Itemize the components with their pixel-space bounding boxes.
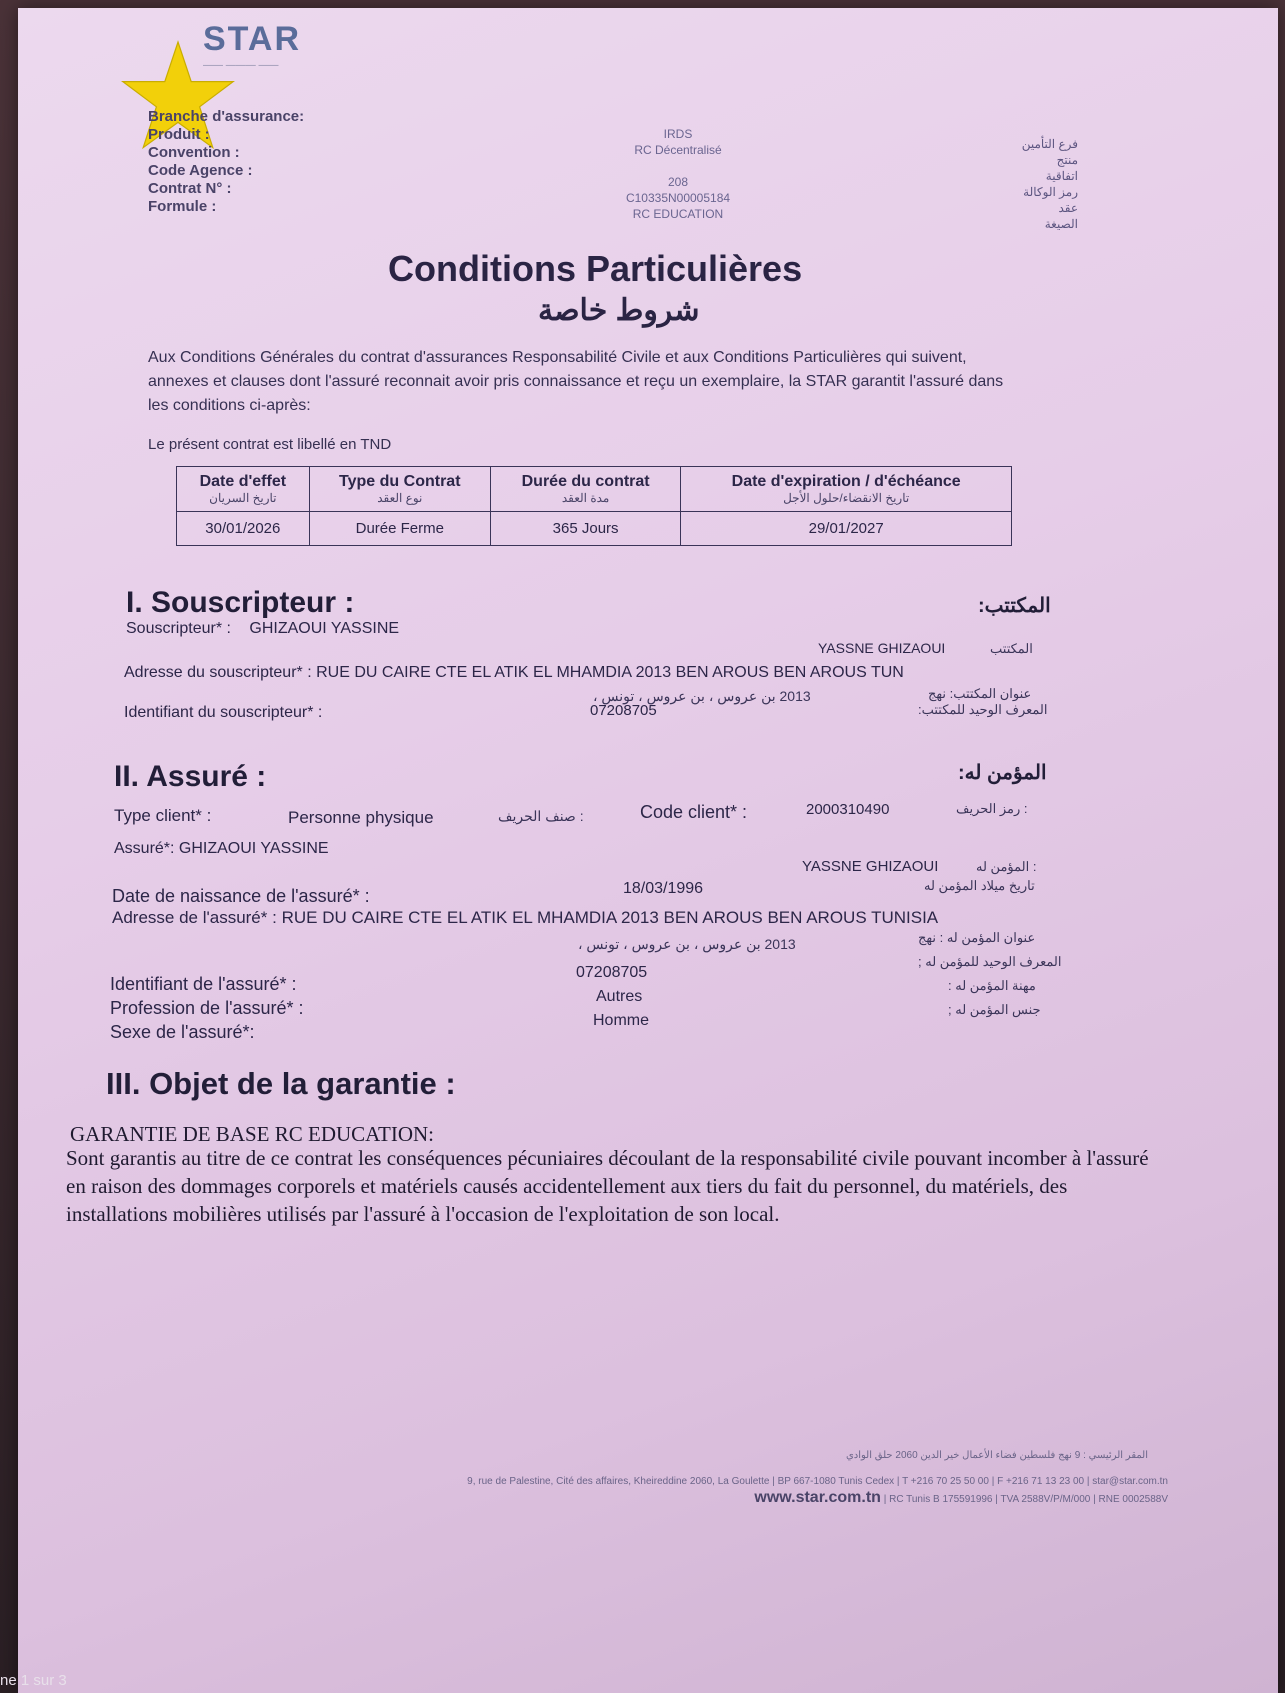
assure-code-label: Code client* : xyxy=(640,802,748,822)
section-souscripteur-title-ar: المكتتب: xyxy=(978,595,1051,617)
cell-type-contrat: Durée Ferme xyxy=(309,512,490,546)
col-label-ar: تاريخ الانقضاء/حلول الأجل xyxy=(783,491,910,505)
section-assure-title-ar: المؤمن له: xyxy=(958,762,1047,784)
section-assure-title: II. Assuré : xyxy=(114,760,267,793)
value-branche: IRDS xyxy=(663,127,693,141)
footer-registry: | RC Tunis B 175591996 | TVA 2588V/P/M/000 | RNE 0002588V xyxy=(883,1494,1168,1505)
assure-address-label: Adresse de l'assuré* : xyxy=(112,908,277,927)
col-type-contrat xyxy=(309,467,490,512)
table-row xyxy=(177,512,1012,546)
assure-type-ar-label: : صنف الحريف xyxy=(498,808,584,824)
col-date-expiration xyxy=(681,467,1012,512)
assure-name-alt: YASSNE GHIZAOUI xyxy=(802,858,939,875)
col-date-effet xyxy=(177,467,310,512)
garantie-text: Sont garantis au titre de ce contrat les conséquences pécuniaires découlant de la responsabilité civile pouvant incomber à l'assuré en raison des dommages corporels et matériels causés accidentellement aux tiers du fait du personnel, du matériels, des installations mobilières utilisés par l'assuré à l'occasion de l'exploitation de son local. xyxy=(66,1146,1149,1226)
assure-birth-label: Date de naissance de l'assuré* : xyxy=(112,886,370,906)
label-convention: Convention : xyxy=(148,144,240,161)
assure-address: RUE DU CAIRE CTE EL ATIK EL MHAMDIA 2013 BEN AROUS BEN AROUS TUNISIA xyxy=(281,908,939,927)
page-title-arabic: شروط خاصة xyxy=(538,294,700,327)
label-ar-branche: فرع التأمين xyxy=(1021,137,1078,151)
souscripteur-address-row xyxy=(124,664,904,682)
garantie-subtitle: GARANTIE DE BASE RC EDUCATION: xyxy=(70,1122,434,1146)
assure-profession: Autres xyxy=(596,988,643,1005)
col-label: Date d'effet xyxy=(199,473,287,490)
footer-web-line xyxy=(108,1489,1168,1507)
label-code-agence: Code Agence : xyxy=(148,162,253,179)
value-contrat: C10335N00005184 xyxy=(625,191,731,205)
souscripteur-address-label: Adresse du souscripteur* : xyxy=(124,664,312,681)
assure-id-label: Identifiant de l'assuré* : xyxy=(110,974,297,994)
footer-website: www.star.com.tn xyxy=(754,1489,881,1506)
document-page xyxy=(18,8,1278,1693)
page-title: Conditions Particulières xyxy=(388,248,803,289)
assure-birth: 18/03/1996 xyxy=(623,880,704,897)
table-header-row xyxy=(177,467,1012,512)
souscripteur-name-label: Souscripteur* : xyxy=(126,620,231,637)
value-formule: RC EDUCATION xyxy=(632,207,724,221)
col-label: Type du Contrat xyxy=(339,473,461,490)
label-formule: Formule : xyxy=(148,198,217,215)
souscripteur-address-ar: 2013 بن عروس ، بن عروس ، تونس ، xyxy=(593,688,811,704)
label-ar-produit: منتج xyxy=(1056,153,1078,167)
cell-date-effet: 30/01/2026 xyxy=(177,512,310,546)
souscripteur-name-row xyxy=(126,620,399,638)
assure-code-ar-label: : رمز الحريف xyxy=(956,801,1028,816)
col-label: Date d'expiration / d'échéance xyxy=(731,473,961,490)
assure-type: Personne physique xyxy=(288,808,434,827)
souscripteur-name-ar-label: المكتتب xyxy=(990,641,1033,656)
contract-dates-table xyxy=(176,466,1012,546)
page-number: ne 1 sur 3 xyxy=(0,1672,67,1689)
assure-profession-label: Profession de l'assuré* : xyxy=(110,998,304,1018)
col-label-ar: مدة العقد xyxy=(561,491,610,505)
company-logo-text: STAR xyxy=(203,20,302,58)
section-souscripteur-title: I. Souscripteur : xyxy=(126,586,355,619)
value-produit: RC Décentralisé xyxy=(634,143,722,157)
company-logo-subtitle: —— ——— —— xyxy=(203,60,279,71)
assure-address-row xyxy=(112,908,938,928)
col-label: Durée du contrat xyxy=(521,473,650,490)
assure-name-ar-label: : المؤمن له xyxy=(976,859,1037,874)
footer-address-arabic: المقر الرئيسي : 9 نهج فلسطين فضاء الأعمال خير الدين 2060 حلق الوادي xyxy=(845,1450,1148,1461)
label-produit: Produit : xyxy=(148,126,210,143)
souscripteur-id-ar-label: المعرف الوحيد للمكتتب: xyxy=(918,702,1048,717)
assure-sex-label: Sexe de l'assuré*: xyxy=(110,1022,255,1042)
label-ar-code-agence: رمز الوكالة xyxy=(1023,185,1078,199)
currency-line: Le présent contrat est libellé en TND xyxy=(148,436,392,453)
cell-duree-contrat: 365 Jours xyxy=(490,512,680,546)
souscripteur-name-alt: YASSNE GHIZAOUI xyxy=(818,640,946,656)
assure-sex-ar-label: جنس المؤمن له ; xyxy=(948,1002,1041,1017)
footer xyxy=(108,1476,1168,1507)
assure-id-ar-label: المعرف الوحيد للمؤمن له ; xyxy=(918,954,1062,969)
assure-sex: Homme xyxy=(593,1012,650,1029)
col-label-ar: تاريخ السريان xyxy=(209,491,277,505)
label-ar-convention: اتفاقية xyxy=(1045,169,1078,183)
souscripteur-id-label: Identifiant du souscripteur* : xyxy=(124,704,323,721)
header-values xyxy=(578,126,778,222)
souscripteur-address: RUE DU CAIRE CTE EL ATIK EL MHAMDIA 2013 BEN AROUS BEN AROUS TUN xyxy=(316,664,904,681)
col-duree-contrat xyxy=(490,467,680,512)
souscripteur-name: GHIZAOUI YASSINE xyxy=(249,620,400,637)
cell-date-expiration: 29/01/2027 xyxy=(681,512,1012,546)
value-code-agence: 208 xyxy=(667,175,689,189)
col-label-ar: نوع العقد xyxy=(377,491,423,505)
intro-paragraph: Aux Conditions Générales du contrat d'assurances Responsabilité Civile et aux Conditions Particulières qui suivent, annexes et clauses dont l'assuré reconnait avoir pris connaissance et reçu un exemplaire, la STAR garantit l'assuré dans les conditions ci-après: xyxy=(148,349,1004,414)
assure-id: 07208705 xyxy=(576,964,648,981)
footer-address: 9, rue de Palestine, Cité des affaires, Kheireddine 2060, La Goulette | BP 667-1080 Tunis Cedex | T +216 70 25 50 00 | F +216 71 13 23 00 | star@star.com.tn xyxy=(467,1476,1168,1487)
section-garantie-title: III. Objet de la garantie : xyxy=(106,1066,456,1101)
souscripteur-id: 07208705 xyxy=(590,702,657,719)
assure-birth-ar-label: تاريخ ميلاد المؤمن له xyxy=(924,878,1035,893)
header-labels xyxy=(148,108,304,216)
assure-address-ar: 2013 بن عروس ، بن عروس ، تونس ، xyxy=(578,936,796,952)
label-ar-formule: الصيغة xyxy=(1044,217,1078,231)
assure-profession-ar-label: مهنة المؤمن له : xyxy=(948,978,1036,993)
value-convention xyxy=(578,158,778,174)
assure-code: 2000310490 xyxy=(806,801,890,818)
label-ar-contrat: عقد xyxy=(1058,201,1078,215)
assure-type-label: Type client* : xyxy=(114,806,212,825)
header-labels-arabic xyxy=(968,136,1078,232)
assure-name: Assuré*: GHIZAOUI YASSINE xyxy=(114,840,329,857)
label-branche: Branche d'assurance: xyxy=(148,108,305,125)
souscripteur-address-ar-label: عنوان المكتتب: نهج xyxy=(928,686,1032,701)
label-contrat: Contrat N° : xyxy=(148,180,232,197)
assure-address-ar-label: عنوان المؤمن له : نهج xyxy=(918,930,1036,945)
